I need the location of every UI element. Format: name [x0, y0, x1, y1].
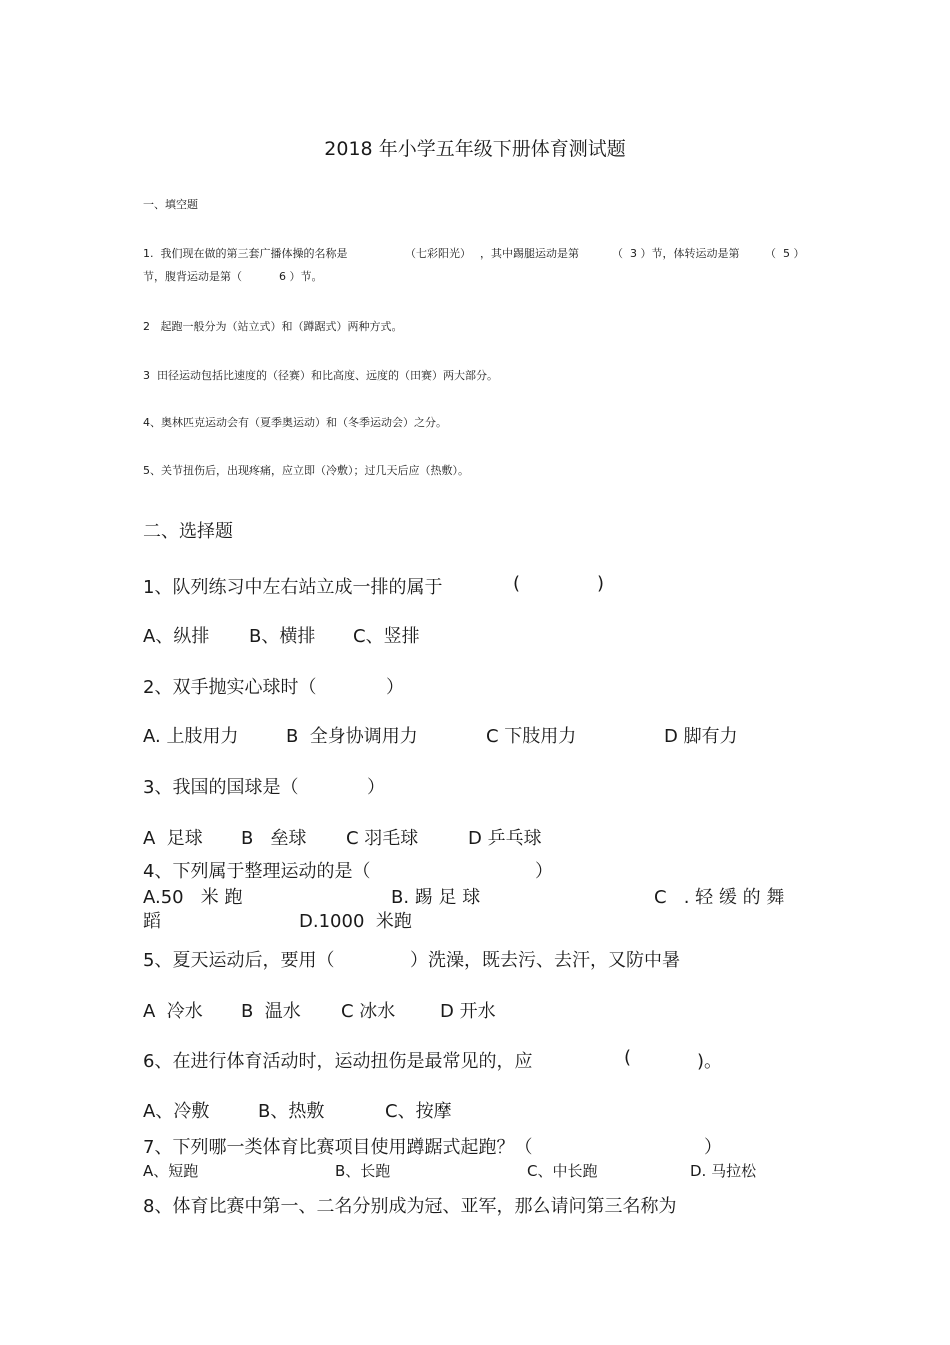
- choice-q6-paren-close: )。: [697, 1051, 723, 1072]
- fill-q4: 4、奥林匹克运动会有（夏季奥运动）和（冬季运动会）之分。: [143, 416, 447, 429]
- choice-q6-option-b: B、热敷: [258, 1101, 325, 1122]
- fill-q5: 5、关节扭伤后，出现疼痛，应立即（冷敷）；过几天后应（热敷）。: [143, 464, 469, 477]
- choice-q1-paren-close: ): [597, 573, 605, 594]
- choice-q6-paren-open: (: [624, 1047, 632, 1068]
- choice-q7-option-d: D. 马拉松: [690, 1162, 757, 1180]
- choice-q4-option-b: B. 踢 足 球: [391, 887, 481, 908]
- choice-q4-option-d: D.1000 米跑: [299, 911, 412, 932]
- choice-q4-option-a: A.50 米 跑: [143, 887, 243, 908]
- choice-q3-paren-close: ）: [367, 777, 385, 798]
- choice-q6: 6、在进行体育活动时，运动扭伤是最常见的，应: [143, 1051, 533, 1072]
- exam-title: 2018 年小学五年级下册体育测试题: [324, 138, 626, 160]
- choice-q5-option-c: C 冰水: [341, 1001, 396, 1022]
- choice-q7-option-c: C、中长跑: [527, 1162, 598, 1180]
- choice-q1-option-b: B、横排: [249, 626, 316, 647]
- choice-q2-paren-close: ）: [386, 677, 404, 698]
- choice-q4-option-c-cont: 蹈: [143, 911, 161, 932]
- choice-q5-option-b: B 温水: [241, 1001, 301, 1022]
- choice-q2-option-a: A. 上肢用力: [143, 726, 239, 747]
- choice-q5-cont: ）洗澡，既去污、去汗，又防中暑: [410, 950, 680, 971]
- fill-q1-line1-a: 1. 我们现在做的第三套广播体操的名称是: [143, 247, 348, 260]
- section2-heading: 二、选择题: [143, 521, 233, 542]
- fill-q1-line1-c: ，其中踢腿运动是第: [480, 247, 579, 260]
- fill-q1-line2-a: 节，腹背运动是第（: [143, 270, 242, 283]
- fill-q1-line2-b: 6 ）节。: [279, 270, 323, 283]
- choice-q1-paren-open: (: [513, 573, 521, 594]
- choice-q3: 3、我国的国球是（: [143, 777, 299, 798]
- choice-q7-option-a: A、短跑: [143, 1162, 199, 1180]
- choice-q1-option-a: A、纵排: [143, 626, 210, 647]
- choice-q1-option-c: C、竖排: [353, 626, 420, 647]
- choice-q3-option-c: C 羽毛球: [346, 828, 419, 849]
- choice-q1: 1、队列练习中左右站立成一排的属于: [143, 577, 443, 598]
- section1-heading: 一、填空题: [143, 198, 198, 211]
- choice-q3-option-a: A 足球: [143, 828, 203, 849]
- fill-q1-line1-e: （ 5 ）: [765, 247, 805, 260]
- choice-q8: 8、体育比赛中第一、二名分别成为冠、亚军，那么请问第三名称为: [143, 1196, 677, 1217]
- choice-q2: 2、双手抛实心球时（: [143, 677, 317, 698]
- choice-q5-option-d: D 开水: [440, 1001, 496, 1022]
- fill-q1-line1-d: （ 3 ）节，体转运动是第: [612, 247, 740, 260]
- choice-q4: 4、下列属于整理运动的是（: [143, 861, 371, 882]
- choice-q2-option-c: C 下肢用力: [486, 726, 577, 747]
- choice-q3-option-b: B 垒球: [241, 828, 307, 849]
- choice-q2-option-b: B 全身协调用力: [286, 726, 418, 747]
- choice-q4-option-c: C . 轻 缓 的 舞: [654, 887, 785, 908]
- choice-q6-option-c: C、按摩: [385, 1101, 452, 1122]
- choice-q5-option-a: A 冷水: [143, 1001, 203, 1022]
- choice-q7: 7、下列哪一类体育比赛项目使用蹲踞式起跑？（: [143, 1137, 533, 1158]
- choice-q6-option-a: A、冷敷: [143, 1101, 210, 1122]
- fill-q1-line1-b: （七彩阳光）: [405, 247, 471, 260]
- choice-q7-option-b: B、长跑: [335, 1162, 391, 1180]
- choice-q5: 5、夏天运动后，要用（: [143, 950, 335, 971]
- choice-q3-option-d: D 乒乓球: [468, 828, 542, 849]
- fill-q3: 3 田径运动包括比速度的（径赛）和比高度、远度的（田赛）两大部分。: [143, 369, 498, 382]
- choice-q4-paren-close: ）: [535, 861, 553, 882]
- choice-q7-paren-close: ）: [704, 1137, 722, 1158]
- fill-q2: 2 起跑一般分为（站立式）和（蹲踞式）两种方式。: [143, 320, 403, 333]
- choice-q2-option-d: D 脚有力: [664, 726, 738, 747]
